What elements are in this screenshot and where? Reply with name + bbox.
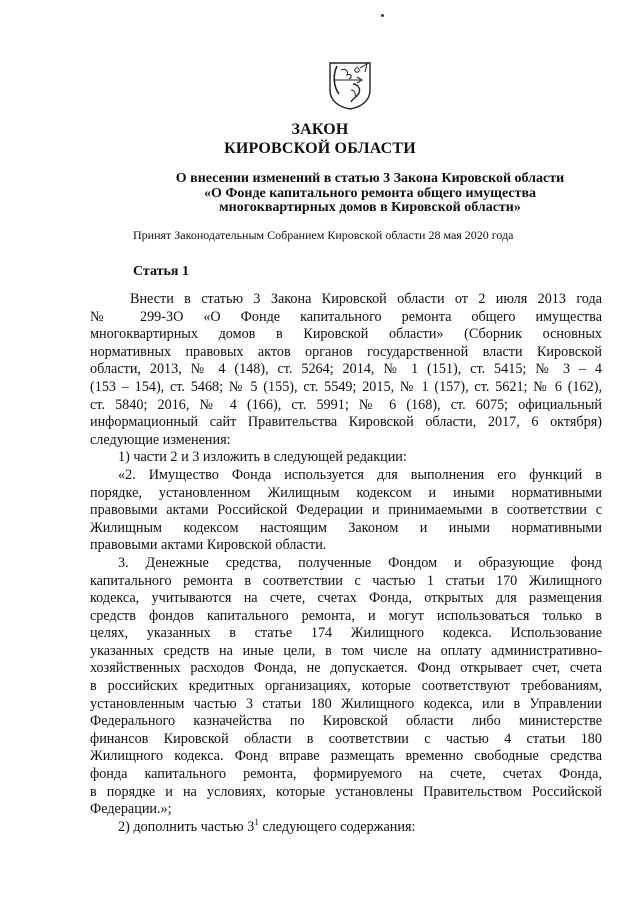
body-line: следующие изменения: bbox=[90, 431, 231, 448]
body-line: кодекса, учитываются на счете, счетах Фонда, открытых для размещения bbox=[90, 590, 602, 607]
body-line: области, 2013, № 4 (148), ст. 5264; 2014, № 1 (151), ст. 5415; № 3 – 4 bbox=[90, 361, 602, 378]
body-line: «2. Имущество Фонда используется для выполнения его функций в bbox=[118, 466, 602, 483]
final-line-sup: 1 bbox=[254, 818, 259, 827]
article-heading: Статья 1 bbox=[133, 264, 189, 279]
body-line: № 299-ЗО «О Фонде капитального ремонта общего имущества bbox=[90, 308, 602, 325]
subtitle-line: многоквартирных домов в Кировской области» bbox=[219, 200, 521, 215]
law-title-line-1: ЗАКОН bbox=[291, 121, 349, 138]
body-line: информационный сайт Правительства Кировской области, 2017, 6 октября) bbox=[90, 414, 602, 431]
body-line: нормативных правовых актов органов государственной власти Кировской bbox=[90, 343, 602, 360]
subtitle-line: О внесении изменений в статью 3 Закона Кировской области bbox=[175, 171, 565, 186]
adoption-note: Принят Законодательным Собранием Кировской области 28 мая 2020 года bbox=[133, 228, 514, 242]
body-line: правовыми актами Российской Федерации и принимаемыми в соответствии с bbox=[90, 502, 602, 519]
final-line-before: 2) дополнить частью 3 bbox=[118, 818, 255, 835]
body-line: 3. Денежные средства, полученные Фондом и образующие фонд bbox=[118, 554, 602, 571]
body-line: Федерального казначейства по Кировской области либо министерстве bbox=[90, 713, 602, 730]
final-line-after: следующего содержания: bbox=[258, 818, 416, 835]
body-line: в российских кредитных организациях, которые соответствуют требованиям, bbox=[90, 678, 602, 695]
body-line: Внести в статью 3 Закона Кировской области от 2 июля 2013 года bbox=[130, 291, 602, 307]
subtitle-line: «О Фонде капитального ремонта общего имущества bbox=[203, 185, 537, 201]
body-line: фонда капитального ремонта, формируемого на счете, счетах Фонда, bbox=[90, 766, 602, 783]
body-line: многоквартирных домов в Кировской области» (Сборник основных bbox=[90, 326, 602, 343]
body-line: Жилищным кодексом настоящим Законом и иными нормативными bbox=[90, 519, 602, 536]
body-line: указанных средств на иные цели, в том числе на оплату административно- bbox=[90, 642, 602, 659]
body-line: финансов Кировской области в соответствии с частью 4 статьи 180 bbox=[90, 730, 602, 747]
scan-speck bbox=[381, 14, 384, 17]
body-line: целях, указанных в статье 174 Жилищного кодекса. Использование bbox=[90, 625, 602, 642]
body-line: хозяйственных расходов Фонда, не допускается. Фонд открывает счет, счета bbox=[90, 660, 602, 677]
body-line: капитального ремонта в соответствии с частью 1 статьи 170 Жилищного bbox=[90, 572, 602, 589]
law-subtitle bbox=[130, 172, 610, 216]
body-line: ст. 5840; 2016, № 4 (166), ст. 5991; № 6 (168), ст. 6075; официальный bbox=[90, 396, 602, 413]
body-line: правовыми актами Кировской области. bbox=[90, 537, 327, 554]
body-line: Федерации.»; bbox=[90, 801, 172, 818]
article-body bbox=[90, 291, 602, 836]
body-line: в порядке и на условиях, которые установлены Правительством Российской bbox=[90, 783, 602, 800]
law-title-line-2: КИРОВСКОЙ ОБЛАСТИ bbox=[224, 140, 416, 157]
body-line: порядке, установленном Жилищным кодексом и иными нормативными bbox=[90, 484, 602, 501]
body-line: средств фондов капитального ремонта, и могут использоваться только в bbox=[90, 607, 602, 624]
body-line: Жилищного кодекса. Фонд вправе размещать временно свободные средства bbox=[90, 748, 602, 765]
body-line: установленным частью 3 статьи 180 Жилищного кодекса, или в Управлении bbox=[90, 695, 602, 712]
body-line-final bbox=[90, 819, 602, 837]
coat-of-arms-icon bbox=[327, 60, 373, 110]
body-line: (153 – 154), ст. 5468; № 5 (155), ст. 5549; 2015, № 1 (157), ст. 5621; № 6 (162), bbox=[90, 378, 602, 395]
body-line: 1) части 2 и 3 изложить в следующей редакции: bbox=[118, 449, 407, 466]
